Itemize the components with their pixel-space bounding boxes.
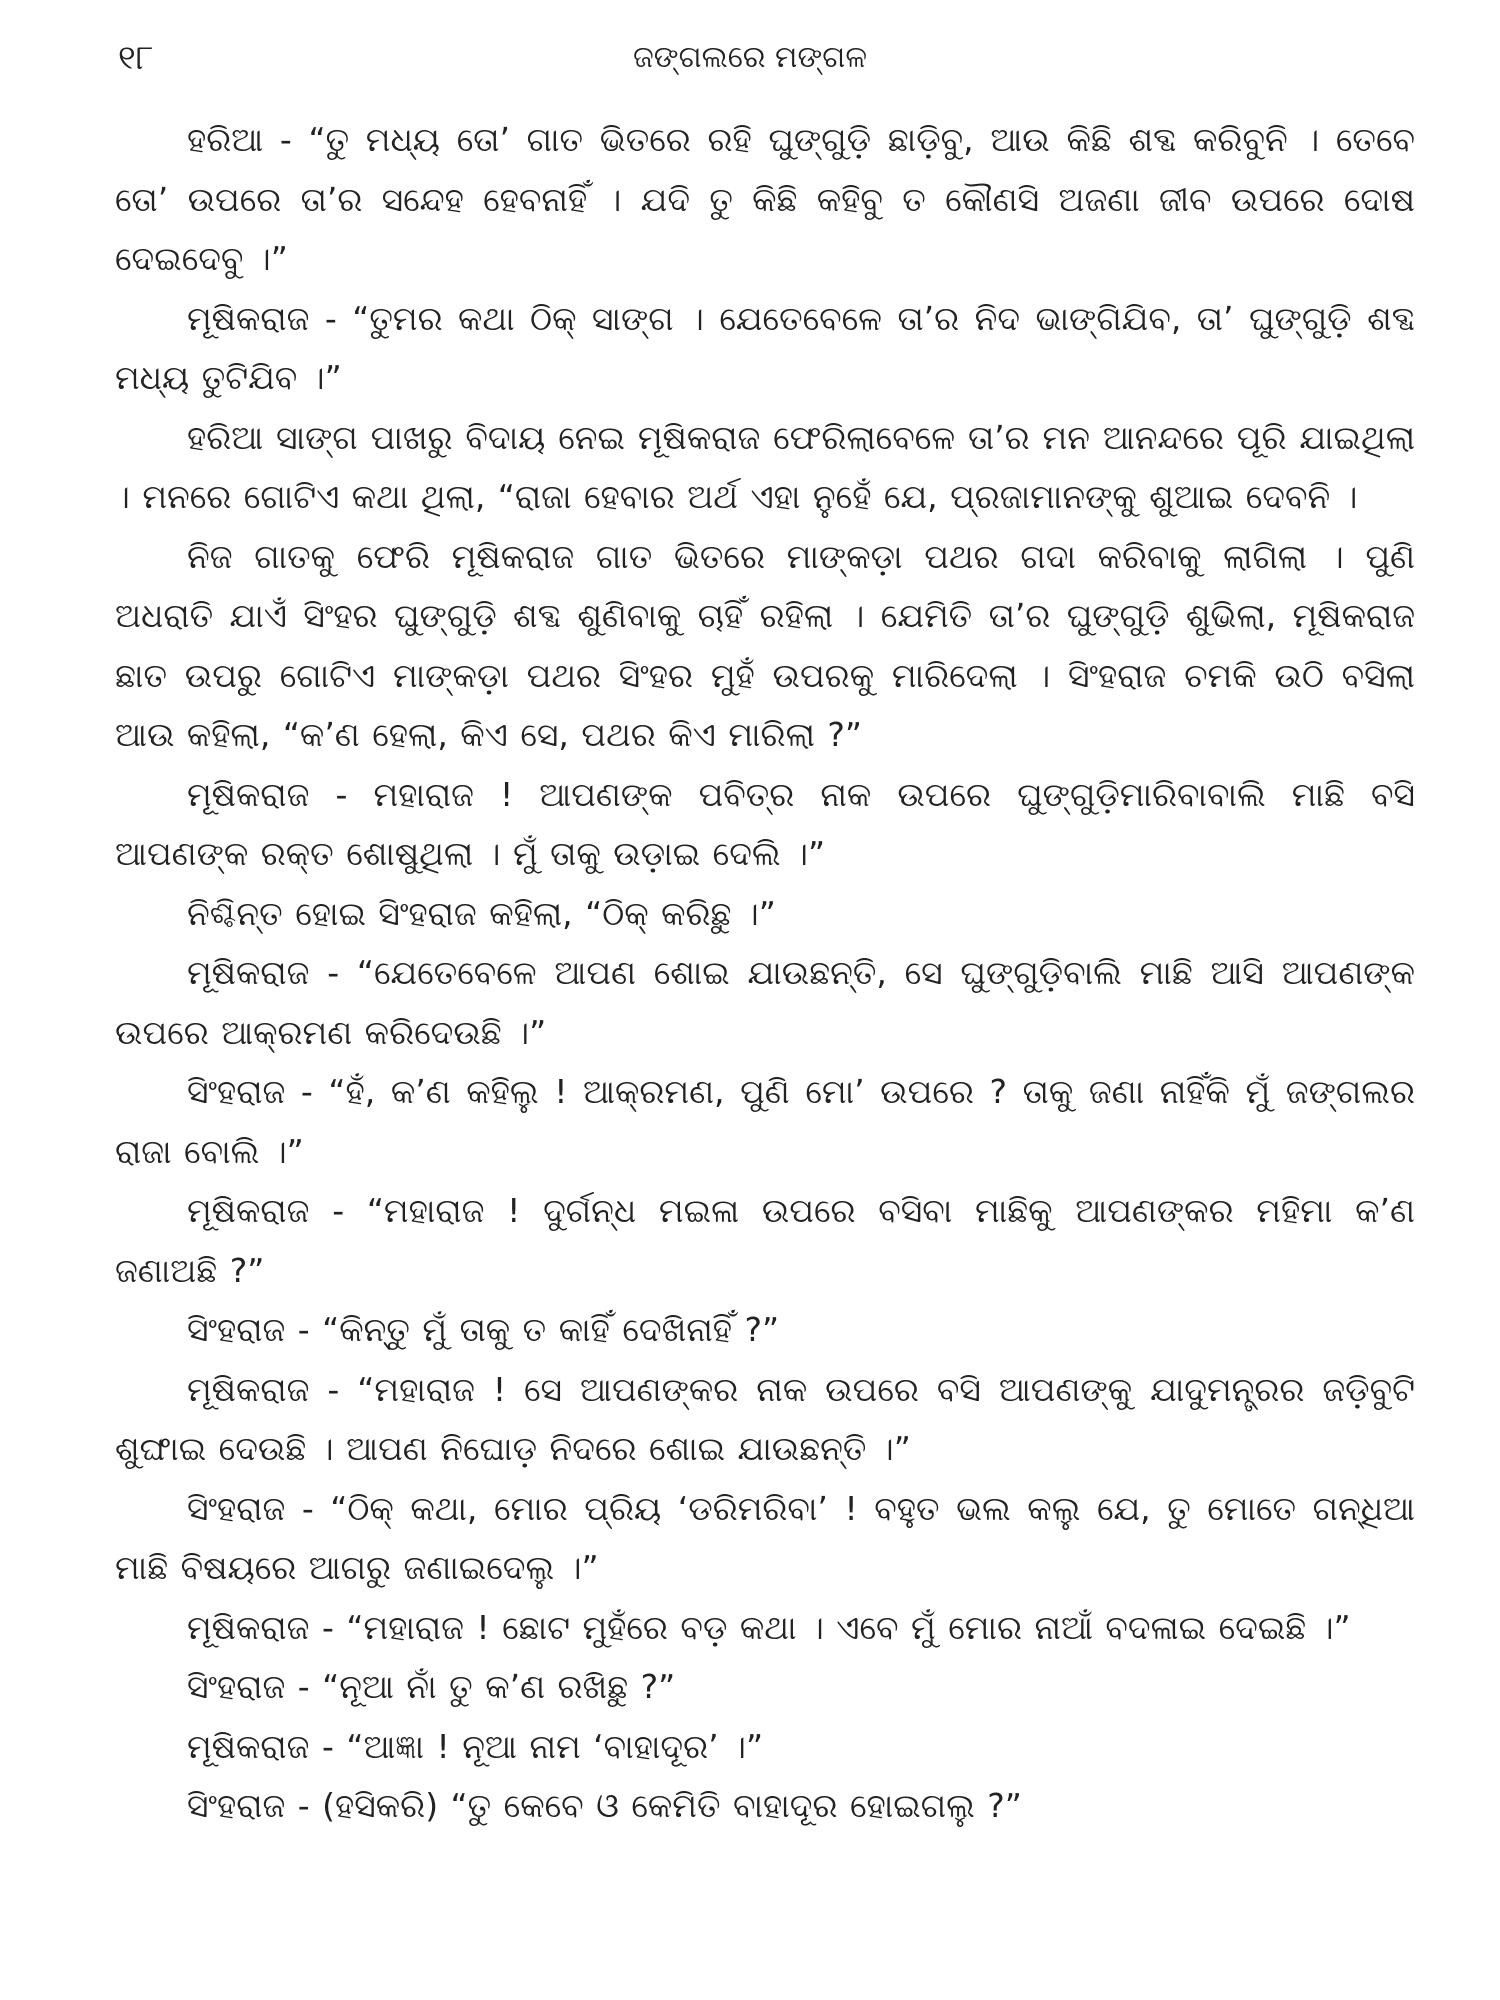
paragraph: ନିଶ୍ଚିନ୍ତ ହୋଇ ସିଂହରାଜ କହିଲା, “ଠିକ୍ କରିଛୁ ।” <box>187 893 776 933</box>
paragraph: ହରିଆ ସାଙ୍ଗ ପାଖରୁ ବିଦାୟ ନେଇ ମୂଷିକରାଜ ଫେରିଲାବେଳେ ତା’ର ମନ ଆନନ୍ଦରେ ପୂରି ଯାଇଥିଲା । ମନରେ ଗୋଟିଏ କଥା ଥିଲା, “ରାଜା ହେବାର ଅର୍ଥ ଏହା ନୁହେଁ ଯେ, ପ୍ରଜାମାନଙ୍କୁ ଶୁଆଇ ଦେବନି । <box>115 417 1415 516</box>
paragraph: ସିଂହରାଜ - “ହଁ, କ’ଣ କହିଲୁ ! ଆକ୍ରମଣ, ପୁଣି ମୋ’ ଉପରେ ? ତାକୁ ଜଣା ନାହିଁକି ମୁଁ ଜଙ୍ଗଲର ରାଜା ବୋଲି ।” <box>115 1072 1415 1171</box>
paragraph: ମୂଷିକରାଜ - “ଯେତେବେଳେ ଆପଣ ଶୋଇ ଯାଉଛନ୍ତି, ସେ ଘୁଙ୍ଗୁଡ଼ିବାଲି ମାଛି ଆସି ଆପଣଙ୍କ ଉପରେ ଆକ୍ରମଣ କରିଦେଉଛି ।” <box>115 953 1415 1052</box>
paragraph: ସିଂହରାଜ - “କିନ୍ତୁ ମୁଁ ତାକୁ ତ କାହିଁ ଦେଖିନାହିଁ ?” <box>187 1310 780 1349</box>
paragraph: ମୂଷିକରାଜ - “ମହାରାଜ ! ଦୁର୍ଗନ୍ଧ ମଇଳା ଉପରେ ବସିବା ମାଛିକୁ ଆପଣଙ୍କର ମହିମା କ’ଣ ଜଣାଅଛି ?” <box>115 1191 1415 1290</box>
paragraph: ମୂଷିକରାଜ - “ତୁମର କଥା ଠିକ୍ ସାଙ୍ଗ । ଯେତେବେଳେ ତା’ର ନିଦ ଭାଙ୍ଗିଯିବ, ତା’ ଘୁଙ୍ଗୁଡ଼ି ଶବ୍ଦ ମଧ୍ୟ ତୁଟିଯିବ ।” <box>115 298 1415 397</box>
paragraph: ମୂଷିକରାଜ - “ଆଜ୍ଞା ! ନୂଆ ନାମ ‘ବାହାଦୂର’ ।” <box>187 1726 764 1766</box>
paragraph: ମୂଷିକରାଜ - “ମହାରାଜ ! ସେ ଆପଣଙ୍କର ନାକ ଉପରେ ବସି ଆପଣଙ୍କୁ ଯାଦୁମନ୍ତ୍ରର ଜଡ଼ିବୁଟି ଶୁଙ୍ଘାଇ ଦେଉଛି । ଆପଣ ନିଘୋଡ଼ ନିଦରେ ଶୋଇ ଯାଉଛନ୍ତି ।” <box>115 1369 1415 1468</box>
paragraph: ସିଂହରାଜ - “ନୂଆ ନାଁ ତୁ କ’ଣ ରଖିଛୁ ?” <box>187 1667 676 1706</box>
body-text <box>115 110 1415 1836</box>
paragraph: ମୂଷିକରାଜ - “ମହାରାଜ ! ଛୋଟ ମୁହଁରେ ବଡ଼ କଥା । ଏବେ ମୁଁ ମୋର ନାଆଁ ବଦଳାଇ ଦେଇଛି ।” <box>187 1607 1351 1647</box>
paragraph: ସିଂହରାଜ - (ହସିକରି) “ତୁ କେବେ ଓ କେମିତି ବାହାଦୂର ହୋଇଗଲୁ ?” <box>187 1786 1022 1825</box>
running-title: ଜଙ୍ଗଲରେ ମଙ୍ଗଳ <box>633 40 867 75</box>
paragraph: ନିଜ ଗାତକୁ ଫେରି ମୂଷିକରାଜ ଗାତ ଭିତରେ ମାଙ୍କଡ଼ା ପଥର ଗଦା କରିବାକୁ ଲାଗିଲା । ପୁଣି ଅଧରାତି ଯାଏଁ ସିଂହର ଘୁଙ୍ଗୁଡ଼ି ଶବ୍ଦ ଶୁଣିବାକୁ ଚାହିଁ ରହିଲା । ଯେମିତି ତା’ର ଘୁଙ୍ଗୁଡ଼ି ଶୁଭିଲା, ମୂଷିକରାଜ ଛାତ ଉପରୁ ଗୋଟିଏ ମାଙ୍କଡ଼ା ପଥର ସିଂହର ମୁହଁ ଉପରକୁ ମାରିଦେଲା । ସିଂହରାଜ ଚମକି ଉଠି ବସିଲା ଆଉ କହିଲା, “କ’ଣ ହେଲା, କିଏ ସେ, ପଥର କିଏ ମାରିଲା ?” <box>115 536 1415 754</box>
paragraph: ହରିଆ - “ତୁ ମଧ୍ୟ ତୋ’ ଗାତ ଭିତରେ ରହି ଘୁଙ୍ଗୁଡ଼ି ଛାଡ଼ିବୁ, ଆଉ କିଛି ଶବ୍ଦ କରିବୁନି । ତେବେ ତୋ’ ଉପରେ ତା’ର ସନ୍ଦେହ ହେବନାହିଁ । ଯଦି ତୁ କିଛି କହିବୁ ତ କୌଣସି ଅଜଣା ଜୀବ ଉପରେ ଦୋଷ ଦେଇଦେବୁ ।” <box>115 120 1415 278</box>
paragraph: ମୂଷିକରାଜ - ମହାରାଜ ! ଆପଣଙ୍କ ପବିତ୍ର ନାକ ଉପରେ ଘୁଙ୍ଗୁଡ଼ିମାରିବାବାଲି ମାଛି ବସି ଆପଣଙ୍କ ରକ୍ତ ଶୋଷୁଥିଲା । ମୁଁ ତାକୁ ଉଡ଼ାଇ ଦେଲି ।” <box>115 774 1415 873</box>
paragraph: ସିଂହରାଜ - “ଠିକ୍ କଥା, ମୋର ପ୍ରିୟ ‘ଡରିମରିବା’ ! ବହୁତ ଭଲ କଲୁ ଯେ, ତୁ ମୋତେ ଗନ୍ଧିଆ ମାଛି ବିଷୟରେ ଆଗରୁ ଜଣାଇଦେଲୁ ।” <box>115 1488 1415 1587</box>
page-number: ୧୮ <box>118 38 154 78</box>
